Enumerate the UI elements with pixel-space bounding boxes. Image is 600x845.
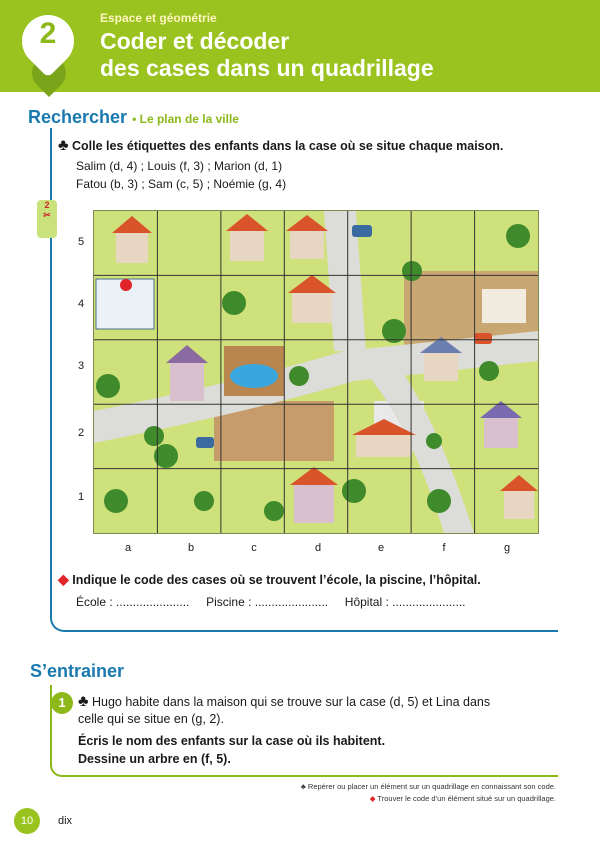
- car: [352, 225, 372, 237]
- exercise-task-1: Écris le nom des enfants sur la case où ils habitent.: [78, 734, 386, 748]
- pool-water: [230, 364, 278, 388]
- page-number: 10: [14, 808, 40, 834]
- ecole-answer-blank[interactable]: ......................: [116, 595, 190, 609]
- page-number-word: dix: [58, 815, 73, 827]
- instruction-1-text: Colle les étiquettes des enfants dans la case où se situe chaque maison.: [71, 139, 504, 153]
- col-label-b: b: [187, 542, 195, 554]
- title-line-2: des cases dans un quadrillage: [100, 55, 434, 81]
- hopital-label: Hôpital :: [344, 595, 389, 609]
- instruction-2-text: Indique le code des cases où se trouvent l’école, la piscine, l’hôpital.: [72, 573, 481, 587]
- row-label-1: 1: [78, 491, 85, 503]
- col-label-c: c: [251, 542, 257, 554]
- rechercher-heading: [28, 107, 239, 128]
- cut-tag-number: 2: [44, 200, 50, 210]
- rechercher-title: Rechercher: [28, 107, 128, 127]
- exercise-task-2: Dessine un arbre en (f, 5).: [78, 752, 231, 766]
- footnote-diamond-text: Trouver le code d’un élément situé sur un quadrillage.: [377, 794, 556, 803]
- scissors-icon: ✂: [43, 210, 51, 220]
- page-title: [100, 28, 434, 82]
- answer-row: [76, 595, 466, 609]
- ecole-label: École :: [76, 595, 113, 609]
- car: [474, 333, 492, 344]
- club-icon: ♣: [78, 693, 89, 710]
- diamond-icon: ◆: [58, 571, 69, 587]
- row-label-3: 3: [78, 360, 85, 372]
- chapter-subtitle: Espace et géométrie: [100, 11, 217, 25]
- rechercher-subtitle: • Le plan de la ville: [132, 112, 239, 126]
- piscine-label: Piscine :: [206, 595, 252, 609]
- chapter-number: 2: [39, 17, 57, 50]
- sentrainer-heading: S’entrainer: [30, 661, 125, 681]
- exercise-number: 1: [51, 692, 73, 714]
- exercise-text-1: Hugo habite dans la maison qui se trouve sur la case (d, 5) et Lina dans: [91, 695, 491, 709]
- row-label-4: 4: [78, 298, 85, 310]
- cut-sticker-tag: [37, 200, 57, 238]
- title-line-1: Coder et décoder: [100, 28, 290, 54]
- club-icon: ♣: [58, 137, 69, 154]
- names-line-1: Salim (d, 4) ; Louis (f, 3) ; Marion (d, 1): [76, 159, 283, 173]
- hopital-answer-blank[interactable]: ......................: [392, 595, 466, 609]
- row-label-2: 2: [78, 427, 85, 439]
- footnote-club-text: Repérer ou placer un élément sur un quadrillage en connaissant son code.: [307, 782, 556, 791]
- town-map: [93, 210, 539, 534]
- col-label-g: g: [503, 542, 511, 554]
- hospital-sign: [120, 279, 132, 291]
- diamond-icon: ◆: [369, 794, 376, 803]
- exercise-text-line-1: [78, 693, 490, 711]
- instruction-2: [58, 571, 481, 588]
- row-label-5: 5: [78, 236, 85, 248]
- col-label-d: d: [314, 542, 322, 554]
- exercise-text-line-2: celle qui se situe en (g, 2).: [78, 712, 224, 726]
- footnote-diamond: [370, 794, 556, 803]
- footnote-club: [301, 782, 556, 791]
- col-label-e: e: [377, 542, 385, 554]
- car: [196, 437, 214, 448]
- col-label-f: f: [442, 542, 446, 554]
- instruction-1: [58, 137, 503, 155]
- club-icon: ♣: [300, 782, 306, 791]
- col-label-a: a: [124, 542, 132, 554]
- town-map-illustration: [94, 211, 538, 533]
- piscine-answer-blank[interactable]: ......................: [254, 595, 329, 609]
- names-line-2: Fatou (b, 3) ; Sam (c, 5) ; Noémie (g, 4): [76, 177, 287, 191]
